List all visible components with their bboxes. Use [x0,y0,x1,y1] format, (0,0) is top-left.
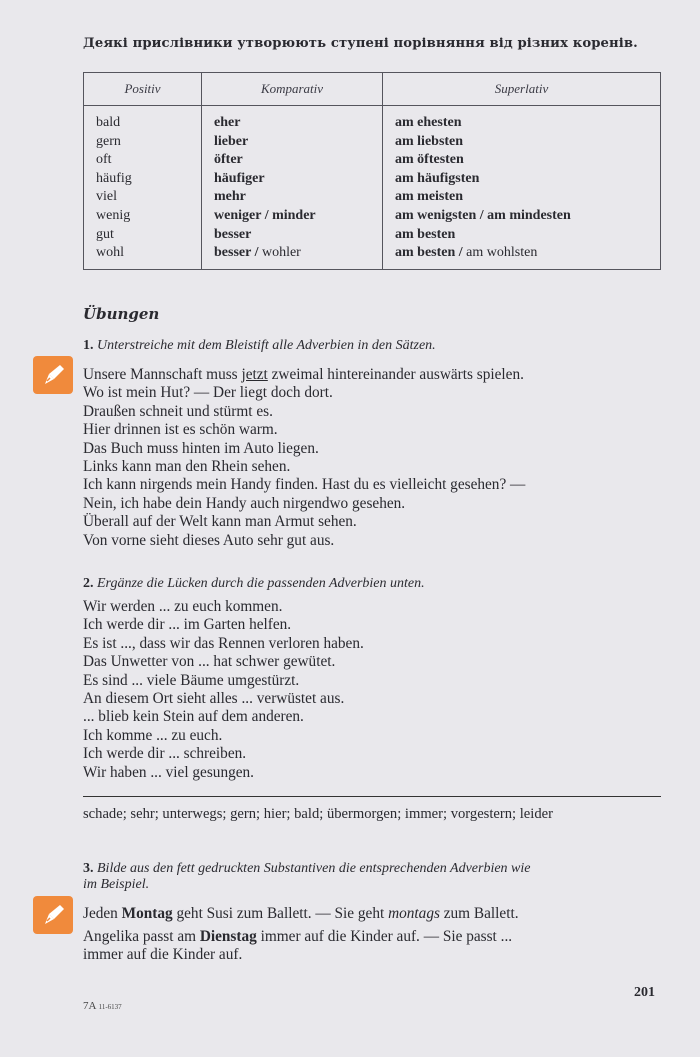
sentence-line: Wir haben ... viel gesungen. [83,763,254,781]
sentence-line: Nein, ich habe dein Handy auch nirgendwo gesehen. [83,494,406,512]
exercise-2-text: Ergänze die Lücken durch die passenden Adverbien unten. [97,576,425,591]
header-komparativ: Komparativ [202,73,383,106]
exercise-1-instruction [83,338,436,354]
header-superlativ: Superlativ [383,73,661,106]
print-mark: 7A 11-6137 [83,1000,122,1012]
divider-line [83,796,661,797]
positiv-cell: oft [96,152,112,168]
comparison-table [83,72,661,270]
exercise-1-text: Unterstreiche mit dem Bleistift alle Adverbien in den Sätzen. [97,338,436,353]
positiv-cell: viel [96,189,117,205]
komparativ-cell: lieber [214,133,249,149]
underlined-adverb: jetzt [241,366,268,383]
page-number: 201 [634,985,655,1000]
uebungen-heading: Übungen [83,305,160,323]
sentence-line: An diesem Ort sieht alles ... verwüstet aus. [83,690,345,708]
komparativ-cell: mehr [214,189,246,205]
komparativ-cell: öfter [214,152,243,168]
header-positiv: Positiv [84,73,202,106]
positiv-column [84,106,202,270]
superlativ-cell: am öftesten [395,152,464,168]
sentence-line: ... blieb kein Stein auf dem anderen. [83,708,304,726]
komparativ-cell: häufiger [214,170,265,186]
sentence-line: Wo ist mein Hut? — Der liegt doch dort. [83,384,333,402]
komparativ-cell: weniger / minder [214,207,316,223]
superlativ-cell: am liebsten [395,133,464,149]
exercise-1-sentences [83,366,525,550]
adverb-word-list: schade; sehr; unterwegs; gern; hier; bald; übermorgen; immer; vorgestern; leider [83,806,553,822]
komparativ-column [202,106,383,270]
pencil-icon [33,896,73,934]
sentence-line: Das Unwetter von ... hat schwer gewütet. [83,653,336,671]
exercise-2-number: 2. [83,576,94,591]
sentence-line: Wir werden ... zu euch kommen. [83,598,283,615]
sentence-line: Ich komme ... zu euch. [83,726,223,744]
superlativ-cell: am besten / am wohlsten [395,245,538,261]
exercise-3-example: Jeden Montag geht Susi zum Ballett. — Sie geht montags zum Ballett. [83,905,519,922]
positiv-cell: gern [96,133,121,149]
exercise-3-line-1: Angelika passt am Dienstag immer auf die Kinder auf. — Sie passt ... [83,927,513,945]
pencil-icon [33,356,73,394]
komparativ-cell: besser [214,226,252,242]
sentence-line: Ich werde dir ... im Garten helfen. [83,616,292,634]
exercise-2-sentences [83,598,364,782]
sentence-line: Ich kann nirgends mein Handy finden. Hast du es vielleicht gesehen? — [83,476,526,494]
komparativ-cell: eher [214,115,241,130]
sentence-line: Es ist ..., dass wir das Rennen verloren haben. [83,634,364,652]
sentence-line: Überall auf der Welt kann man Armut sehen. [83,513,357,531]
superlativ-column [383,106,661,270]
exercise-2-instruction [83,576,425,592]
exercise-3-instruction: 3. Bilde aus den fett gedruckten Substantiven die entsprechenden Adverbien wie im Beispiel. [83,861,531,892]
sentence-line: Draußen schneit und stürmt es. [83,402,273,420]
sentence-line: Von vorne sieht dieses Auto sehr gut aus. [83,531,335,549]
sentence-line: Hier drinnen ist es schön warm. [83,421,278,439]
exercise-3-sentences [83,905,663,965]
positiv-cell: bald [96,115,121,130]
exercise-1-number: 1. [83,338,94,353]
sentence-line: Es sind ... viele Bäume umgestürzt. [83,671,300,689]
komparativ-cell: besser / wohler [214,245,301,261]
exercise-3-number: 3. [83,861,94,876]
sentence-line: Ich werde dir ... schreiben. [83,745,247,763]
positiv-cell: wohl [96,245,124,261]
exercise-1-example: Unsere Mannschaft muss jetzt zweimal hintereinander auswärts spielen. [83,366,524,383]
positiv-cell: wenig [96,207,131,223]
positiv-cell: häufig [96,170,132,186]
superlativ-cell: am meisten [395,189,464,205]
superlativ-cell: am besten [395,226,456,242]
superlativ-cell: am ehesten [395,115,462,130]
superlativ-cell: am wenigsten / am mindesten [395,207,571,223]
positiv-cell: gut [96,226,114,242]
intro-text: Деякі прислівники утворюють ступені порівняння від різних коренів. [83,36,638,51]
superlativ-cell: am häufigsten [395,170,480,186]
sentence-line: Links kann man den Rhein sehen. [83,458,291,476]
exercise-3-line-2: immer auf die Kinder auf. [83,946,243,964]
sentence-line: Das Buch muss hinten im Auto liegen. [83,439,319,457]
